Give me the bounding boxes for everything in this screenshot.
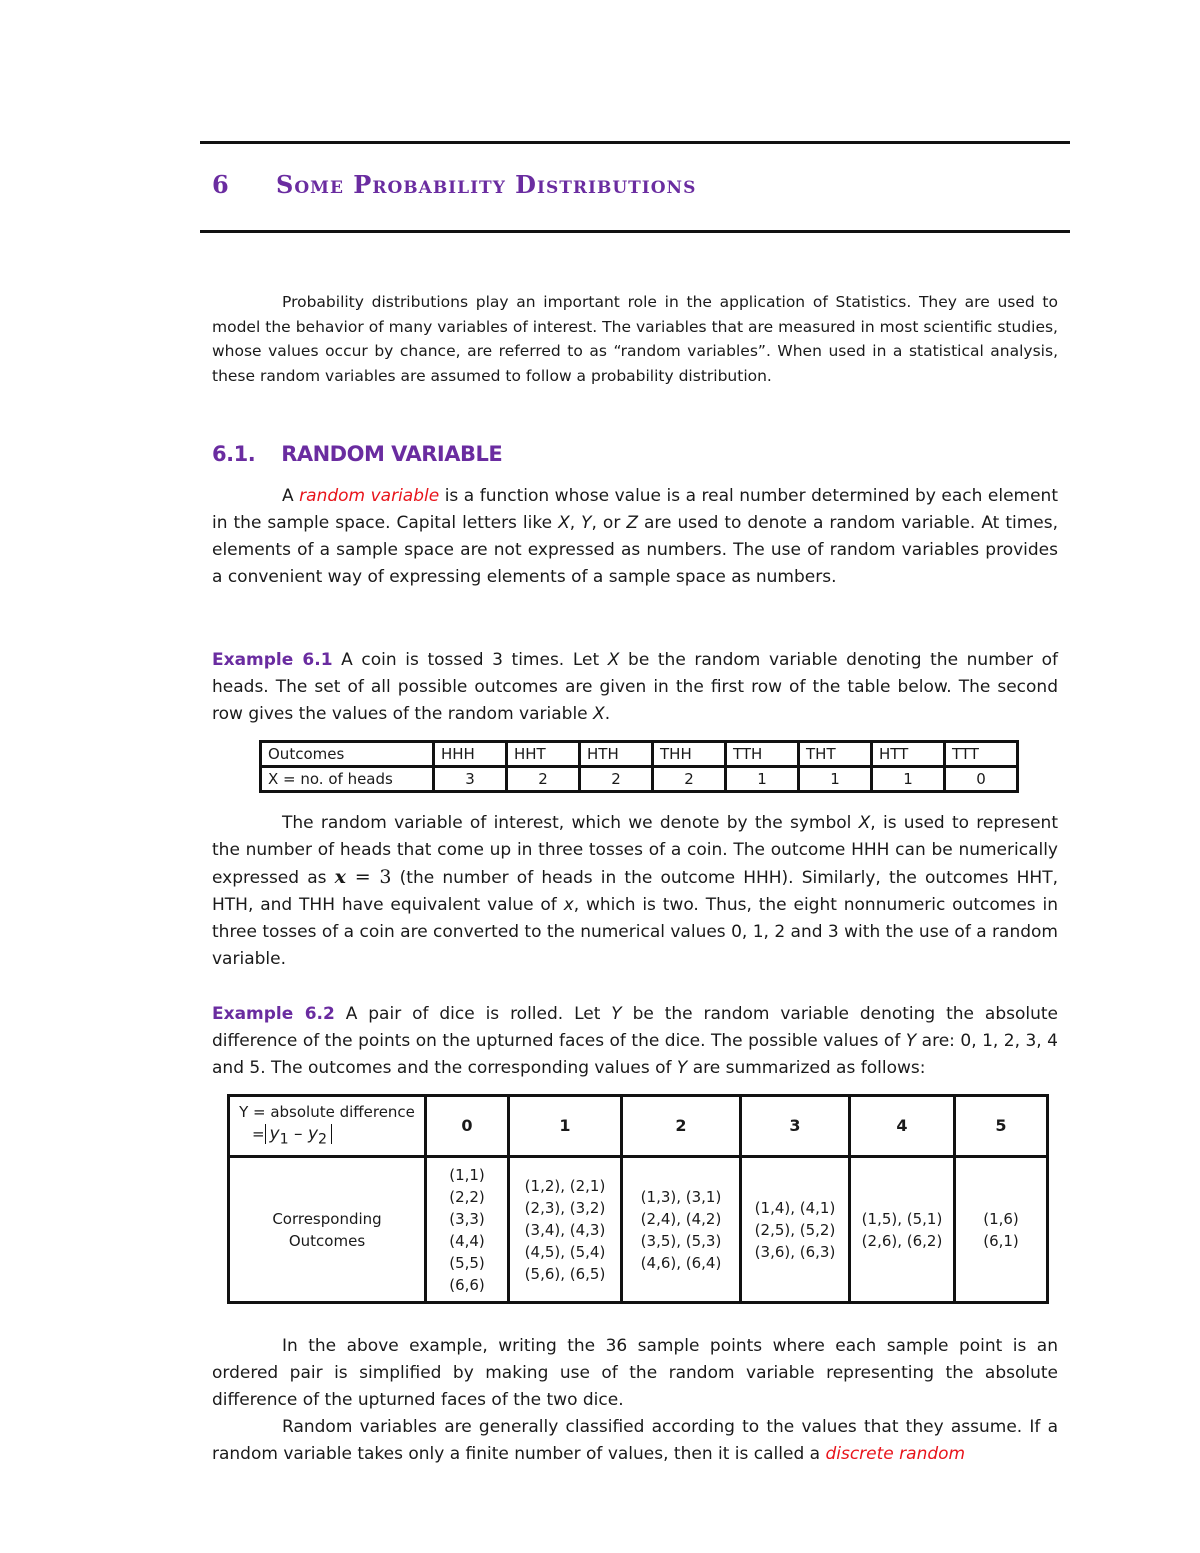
outcome-pair: (2,6), (6,2) <box>861 1231 943 1250</box>
text-run: is a function whose value is a real number determined by each element in the sample space. Capital letters like <box>212 486 1058 533</box>
outcome-pair: (4,5), (5,4) <box>524 1242 606 1261</box>
row-label-line: Corresponding <box>272 1209 382 1228</box>
outcome-cell: HHT <box>507 742 580 767</box>
outcome-cell: TTT <box>945 742 1018 767</box>
equals-sign: = <box>251 1125 265 1144</box>
table-row <box>229 1096 1048 1157</box>
outcome-pair: (6,1) <box>983 1231 1019 1250</box>
text-run: , or <box>591 513 627 533</box>
value-cell: 1 <box>872 767 945 792</box>
outcome-pair: (3,3) <box>449 1209 485 1228</box>
example-2-paragraph <box>212 1001 1058 1082</box>
equation-variable: x <box>334 866 346 888</box>
outcomes-cell <box>622 1157 741 1303</box>
outcome-pair: (6,6) <box>449 1275 485 1294</box>
symbol-x: X <box>607 650 620 670</box>
section-number: 6.1. <box>212 442 256 466</box>
section-heading <box>212 442 502 466</box>
text-run: . <box>604 704 611 724</box>
heads-label: X = no. of heads <box>261 767 434 792</box>
symbol-x: X <box>593 704 605 724</box>
outcomes-cell <box>509 1157 622 1303</box>
symbol-y: Y <box>905 1031 917 1051</box>
value-cell: 2 <box>653 767 726 792</box>
outcomes-cell <box>850 1157 955 1303</box>
outcome-pair: (4,4) <box>449 1231 485 1250</box>
outcome-pair: (1,1) <box>449 1165 485 1184</box>
dice-table <box>227 1094 1049 1304</box>
table-row <box>261 742 1018 767</box>
text-run: are summarized as follows: <box>687 1058 926 1078</box>
header-line: Y = absolute difference <box>239 1103 415 1122</box>
column-header: 4 <box>850 1096 955 1157</box>
outcome-cell: HTT <box>872 742 945 767</box>
header-formula <box>231 1123 423 1150</box>
table-row <box>229 1157 1048 1303</box>
text-run: be the random variable denoting the absolute difference of the points on the upturned faces of the dice. The possible values of <box>212 1004 1059 1051</box>
discrete-random-term: discrete random <box>825 1444 966 1464</box>
outcome-pair: (4,6), (6,4) <box>640 1253 722 1272</box>
text-run: are used to denote a random variable. At times, elements of a sample space are not expressed as numbers. The use of random variables provides a convenient way of expressing elements of a sample space as numbers. <box>212 513 1058 587</box>
top-rule <box>200 141 1070 144</box>
symbol-x: X <box>558 513 570 533</box>
value-cell: 0 <box>945 767 1018 792</box>
outcomes-label: Outcomes <box>261 742 434 767</box>
text-run: be the random variable denoting the number of heads. The set of all possible outcomes are given in the first row of the table below. The second row gives the values of the random variable <box>212 650 1059 724</box>
column-header: 1 <box>509 1096 622 1157</box>
outcome-pair: (2,5), (5,2) <box>754 1220 836 1239</box>
random-variable-term: random variable <box>299 486 440 506</box>
outcome-pair: (1,6) <box>983 1209 1019 1228</box>
column-header: 3 <box>741 1096 850 1157</box>
outcomes-cell <box>741 1157 850 1303</box>
formula-y2: y <box>307 1124 318 1145</box>
value-cell: 1 <box>726 767 799 792</box>
column-header: 0 <box>426 1096 509 1157</box>
outcome-pair: (1,5), (5,1) <box>861 1209 943 1228</box>
outcome-cell: TTH <box>726 742 799 767</box>
section-title: RANDOM VARIABLE <box>281 442 503 466</box>
outcomes-cell <box>426 1157 509 1303</box>
chapter-heading <box>212 170 1062 199</box>
bottom-rule <box>200 230 1070 233</box>
symbol-y: Y <box>611 1004 622 1024</box>
text-run: , <box>569 513 582 533</box>
value-cell: 2 <box>580 767 653 792</box>
outcomes-cell <box>955 1157 1048 1303</box>
outcome-pair: (2,3), (3,2) <box>524 1198 606 1217</box>
formula-y1: y <box>269 1124 280 1145</box>
outcome-pair: (5,5) <box>449 1253 485 1272</box>
column-header: 5 <box>955 1096 1048 1157</box>
coin-toss-table <box>259 740 1019 793</box>
symbol-y: Y <box>676 1058 688 1078</box>
text-run: are: 0, 1, 2, 3, 4 and 5. The outcomes and the corresponding values of <box>212 1031 1058 1078</box>
outcome-pair: (5,6), (6,5) <box>524 1264 606 1283</box>
symbol-x: X <box>858 813 871 833</box>
summary-paragraph: In the above example, writing the 36 sample points where each sample point is an ordered pair is simplified by making use of the random variable representing the absolute difference of the upturned faces of the two dice. <box>212 1336 1058 1410</box>
text-run: Random variables are generally classified according to the values that they assume. If a random variable takes only a finite number of values, then it is called a <box>212 1417 1058 1464</box>
example-1-paragraph <box>212 647 1058 728</box>
text-run: (the number of heads in the outcome HHH). Similarly, the outcomes HHT, HTH, and THH have equivalent value of <box>212 868 1058 915</box>
row-label-cell <box>229 1157 426 1303</box>
outcome-pair: (3,6), (6,3) <box>754 1242 836 1261</box>
row-label-line: Outcomes <box>288 1231 366 1250</box>
chapter-number: 6 <box>212 170 230 199</box>
outcome-pair: (1,4), (4,1) <box>754 1198 836 1217</box>
symbol-x: x <box>563 895 574 915</box>
outcome-cell: HHH <box>434 742 507 767</box>
outcome-cell: THT <box>799 742 872 767</box>
value-cell: 2 <box>507 767 580 792</box>
absolute-value <box>265 1124 332 1148</box>
outcome-pair: (2,4), (4,2) <box>640 1209 722 1228</box>
symbol-y: Y <box>581 513 592 533</box>
symbol-z: Z <box>626 513 638 533</box>
outcome-cell: HTH <box>580 742 653 767</box>
classification-paragraph <box>212 1414 1058 1468</box>
text-run: A <box>282 486 300 506</box>
table-row <box>261 767 1018 792</box>
text-run: , which is two. Thus, the eight nonnumeric outcomes in three tosses of a coin are converted to the numerical values 0, 1, 2 and 3 with the use of a random variable. <box>212 895 1058 969</box>
dice-header-cell <box>229 1096 426 1157</box>
example-1-label: Example 6.1 <box>212 650 333 670</box>
value-cell: 1 <box>799 767 872 792</box>
example-2-label: Example 6.2 <box>212 1004 335 1024</box>
equation <box>335 866 392 888</box>
column-header: 2 <box>622 1096 741 1157</box>
formula-sub2: 2 <box>318 1131 328 1148</box>
text-run: A coin is tossed 3 times. Let <box>332 650 608 670</box>
outcome-cell: THH <box>653 742 726 767</box>
equation-rest: = 3 <box>345 866 392 888</box>
formula-minus: – <box>288 1124 308 1145</box>
text-run: , is used to represent the number of heads that come up in three tosses of a coin. The outcome HHH can be numerically expressed as <box>212 813 1058 888</box>
outcome-pair: (3,5), (5,3) <box>640 1231 722 1250</box>
outcome-pair: (3,4), (4,3) <box>524 1220 606 1239</box>
explanation-paragraph <box>212 810 1058 973</box>
outcome-pair: (2,2) <box>449 1187 485 1206</box>
chapter-title: Some Probability Distributions <box>276 170 697 199</box>
text-run: A pair of dice is rolled. Let <box>334 1004 612 1024</box>
formula-sub1: 1 <box>279 1131 289 1148</box>
intro-paragraph: Probability distributions play an important role in the application of Statistics. They are used to model the behavior of many variables of interest. The variables that are measured in most scientific studies, whose values occur by chance, are referred to as “random variables”. When used in a statistical analysis, these random variables are assumed to follow a probability distribution. <box>212 293 1058 385</box>
definition-paragraph <box>212 483 1058 591</box>
outcome-pair: (1,3), (3,1) <box>640 1187 722 1206</box>
value-cell: 3 <box>434 767 507 792</box>
text-run: The random variable of interest, which we denote by the symbol <box>282 813 859 833</box>
outcome-pair: (1,2), (2,1) <box>524 1176 606 1195</box>
